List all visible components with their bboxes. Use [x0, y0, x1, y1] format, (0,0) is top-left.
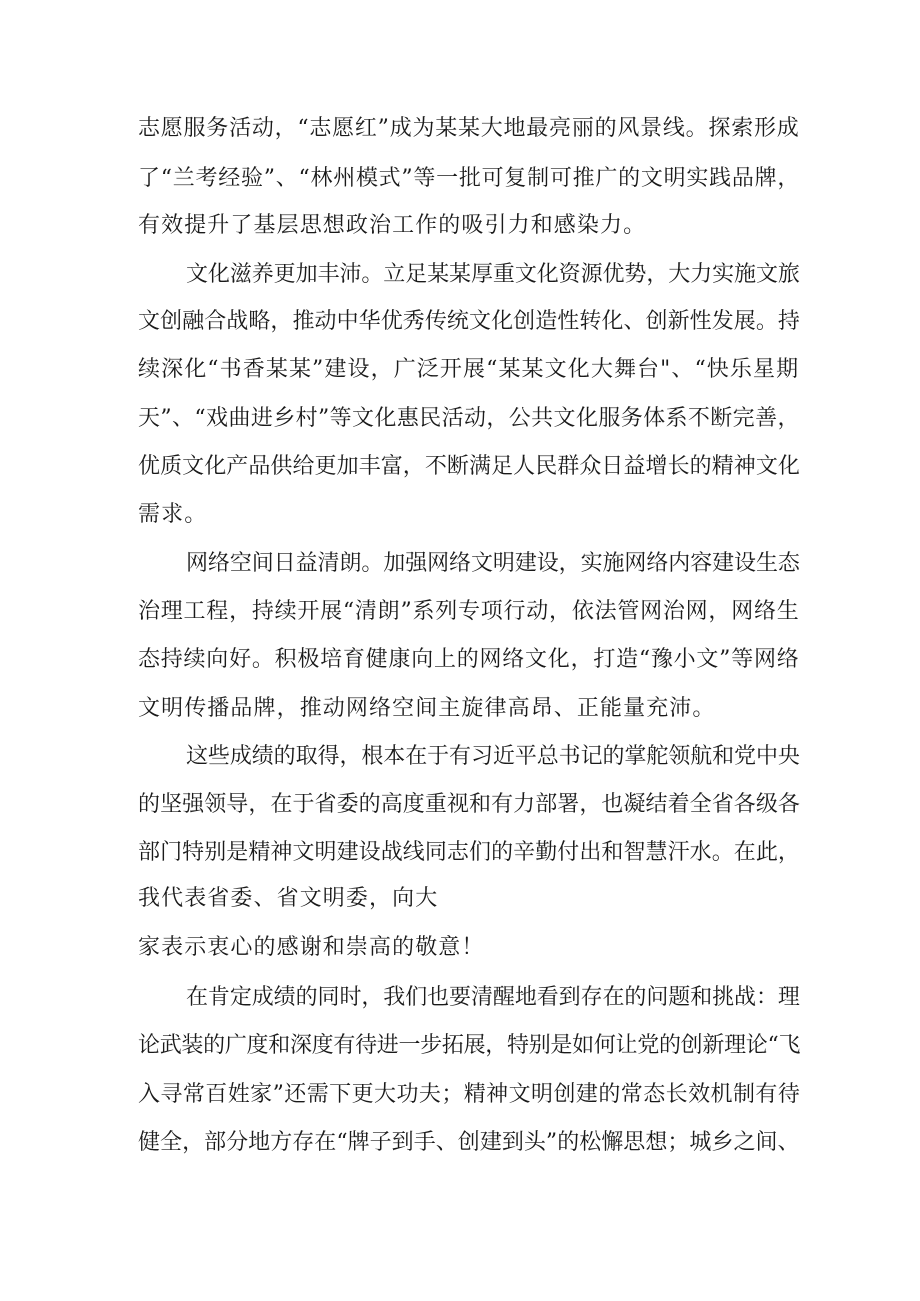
text-line: 态持续向好。积极培育健康向上的网络文化，打造“豫小文”等网络: [138, 647, 800, 672]
text-line: 了“兰考经验”、“林州模式”等一批可复制可推广的文明实践品牌，: [138, 166, 801, 191]
text-line: 需求。: [138, 502, 208, 527]
text-line: 论武装的广度和深度有待进一步拓展，特别是如何让党的创新理论“飞: [138, 1033, 801, 1058]
text-line: 优质文化产品供给更加丰富，不断满足人民群众日益增长的精神文化: [138, 454, 801, 479]
text-line: 部门特别是精神文明建设战线同志们的辛勤付出和智慧汗水。在此，: [138, 840, 801, 865]
text-line: 网络空间日益清朗。加强网络文明建设，实施网络内容建设生态: [186, 551, 800, 576]
text-line: 文明传播品牌，推动网络空间主旋律高昂、正能量充沛。: [138, 696, 716, 721]
text-line: 有效提升了基层思想政治工作的吸引力和感染力。: [138, 213, 647, 238]
text-line: 我代表省委、省文明委，向大: [138, 886, 439, 911]
text-line: 治理工程，持续开展“清朗”系列专项行动，依法管网治网，网络生: [138, 599, 800, 624]
text-line: 天”、“戏曲进乡村”等文化惠民活动，公共文化服务体系不断完善，: [138, 406, 800, 431]
text-line: 健全，部分地方存在“牌子到手、创建到头”的松懈思想；城乡之间、: [138, 1130, 800, 1155]
text-line: 家表示衷心的感谢和崇高的敬意！: [138, 935, 485, 960]
text-line: 文化滋养更加丰沛。立足某某厚重文化资源优势，大力实施文旅: [186, 262, 800, 287]
text-line: 这些成绩的取得，根本在于有习近平总书记的掌舵领航和党中央: [186, 744, 800, 769]
text-line: 续深化“书香某某”建设，广泛开展“某某文化大舞台"、“快乐星期: [138, 357, 800, 382]
text-line: 在肯定成绩的同时，我们也要清醒地看到存在的问题和挑战：理: [186, 985, 800, 1010]
text-line: 的坚强领导，在于省委的高度重视和有力部署，也凝结着全省各级各: [138, 792, 801, 817]
text-line: 志愿服务活动，“志愿红”成为某某大地最亮丽的风景线。探索形成: [138, 116, 800, 141]
text-line: 入寻常百姓家”还需下更大功夫；精神文明创建的常态长效机制有待: [138, 1082, 801, 1107]
text-line: 文创融合战略，推动中华优秀传统文化创造性转化、创新性发展。持: [138, 309, 801, 334]
